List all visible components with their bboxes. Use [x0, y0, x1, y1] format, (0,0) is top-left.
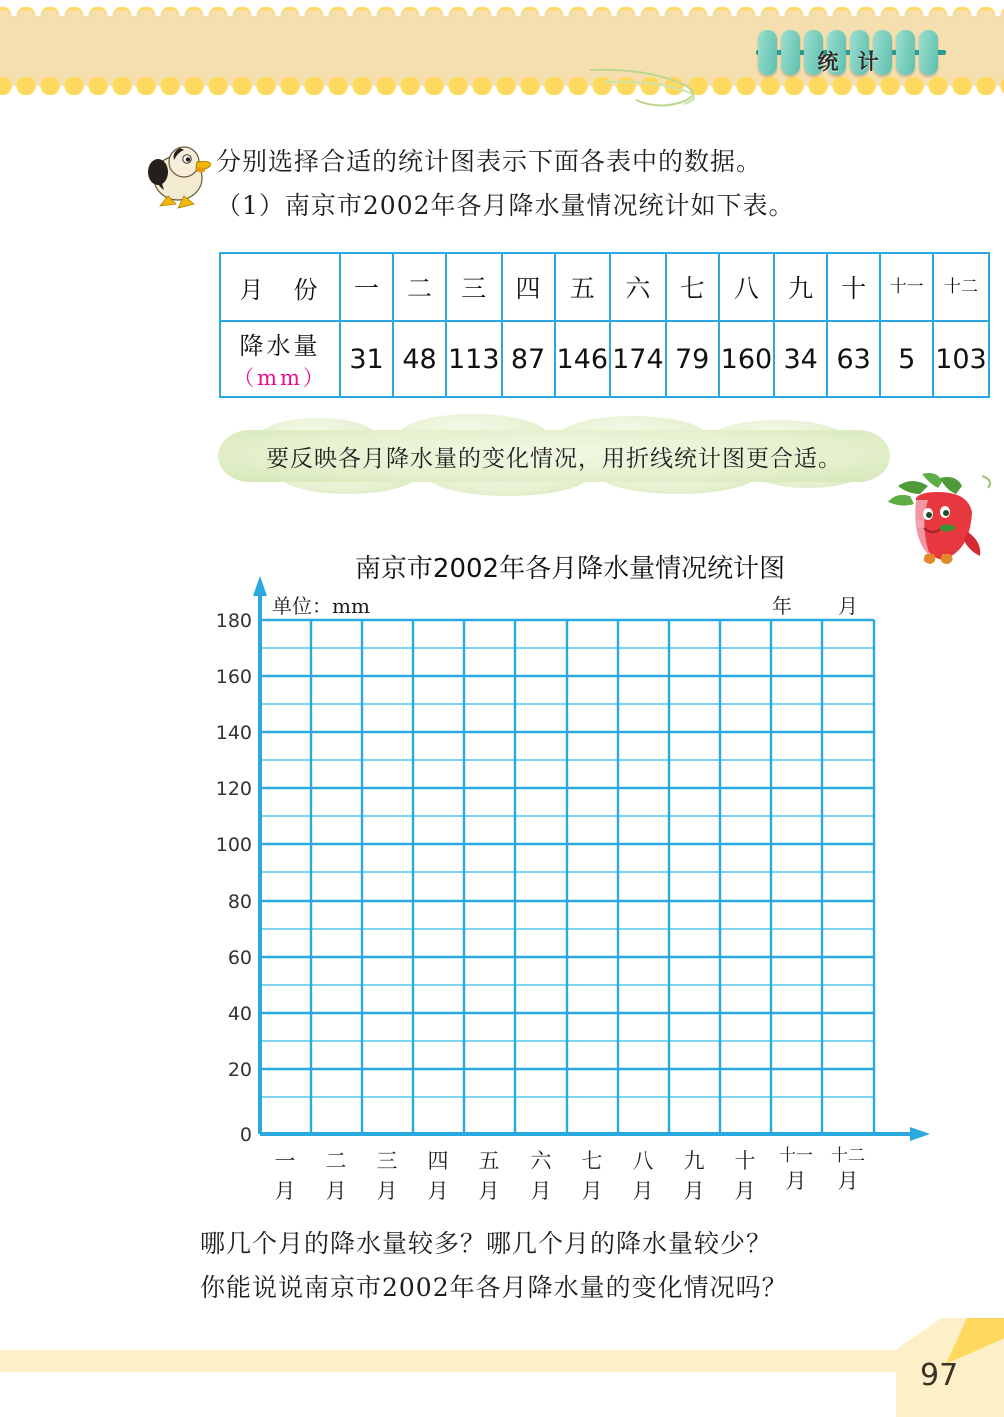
- table-cell-month: 十二: [933, 253, 989, 321]
- table-header-rainfall: [220, 321, 340, 397]
- x-tick-label: [412, 1146, 464, 1206]
- x-tick-suffix: 月: [785, 1169, 807, 1193]
- table-cell-month: 一: [340, 253, 393, 321]
- table-cell-month: 十一: [880, 253, 933, 321]
- chart-year-label: 年: [772, 594, 792, 618]
- chart-unit-label: 单位：mm: [272, 594, 370, 618]
- bubble-text: 要反映各月降水量的变化情况，用折线统计图更合适。: [266, 445, 842, 472]
- x-tick-label: [668, 1146, 720, 1206]
- x-tick-suffix: 月: [632, 1179, 654, 1203]
- table-header-rainfall-label: 降水量: [239, 332, 321, 360]
- intro-line-2: （1）南京市2002年各月降水量情况统计如下表。: [216, 191, 795, 220]
- x-tick-suffix: 月: [427, 1179, 449, 1203]
- table-header-month: [220, 253, 340, 321]
- followup-questions: [200, 1222, 960, 1310]
- x-tick-label: [719, 1146, 771, 1206]
- x-tick-suffix: 月: [837, 1169, 859, 1193]
- x-tick-label: [566, 1146, 618, 1206]
- y-tick-label: 180: [215, 610, 252, 632]
- table-row-months: [220, 253, 989, 321]
- table-cell-month: 十: [827, 253, 880, 321]
- table-cell-value: 79: [666, 321, 719, 397]
- x-tick-month: 二: [325, 1149, 347, 1173]
- table-cell-value: 87: [502, 321, 555, 397]
- table-cell-month: 六: [610, 253, 666, 321]
- x-tick-suffix: 月: [734, 1179, 756, 1203]
- table-cell-month: 九: [774, 253, 827, 321]
- radish-mascot-icon: [876, 470, 996, 566]
- band-wave-bottom: [0, 76, 1004, 92]
- table-cell-month: 七: [666, 253, 719, 321]
- x-axis-arrow-icon: [910, 1127, 930, 1141]
- table-cell-month: 三: [446, 253, 502, 321]
- x-tick-suffix: 月: [376, 1179, 398, 1203]
- chapter-title: 统 计: [817, 50, 885, 74]
- x-tick-suffix: 月: [581, 1179, 603, 1203]
- table-cell-month: 八: [719, 253, 775, 321]
- x-tick-month: 五: [478, 1149, 500, 1173]
- intro-line-1: 分别选择合适的统计图表示下面各表中的数据。: [216, 147, 763, 176]
- table-cell-value: 48: [393, 321, 446, 397]
- band-wave-top: [0, 10, 1004, 26]
- grid-minor-horizontal: [260, 648, 874, 1097]
- x-tick-month: 十: [734, 1149, 756, 1173]
- x-tick-suffix: 月: [478, 1179, 500, 1203]
- table-row-values: [220, 321, 989, 397]
- x-tick-month: 三: [376, 1149, 398, 1173]
- table-cell-value: 160: [719, 321, 775, 397]
- table-cell-month: 五: [555, 253, 611, 321]
- x-tick-month: 六: [530, 1149, 552, 1173]
- x-tick-suffix: 月: [530, 1179, 552, 1203]
- y-tick-label: 160: [215, 666, 252, 688]
- x-tick-month: 七: [581, 1149, 603, 1173]
- table-cell-month: 四: [502, 253, 555, 321]
- chart-title: 南京市2002年各月降水量情况统计图: [354, 554, 786, 584]
- x-tick-month: 八: [632, 1149, 654, 1173]
- table-header-rainfall-unit: （mm）: [233, 366, 327, 390]
- x-tick-month: 九: [683, 1149, 705, 1173]
- chart-month-label: 月: [838, 594, 858, 618]
- y-tick-label: 80: [227, 891, 252, 913]
- duck-mascot-icon: [142, 138, 216, 212]
- y-tick-label: 0: [239, 1124, 252, 1146]
- x-tick-label: [515, 1146, 567, 1206]
- page-number: 97: [920, 1358, 959, 1393]
- hint-speech-bubble: [218, 424, 890, 488]
- table-cell-value: 174: [610, 321, 666, 397]
- chapter-badge: [756, 26, 946, 78]
- rainfall-data-table: [219, 252, 990, 398]
- table-cell-month: 二: [393, 253, 446, 321]
- intro-text: [216, 140, 956, 228]
- x-tick-month: 十一: [779, 1146, 813, 1166]
- table-cell-value: 31: [340, 321, 393, 397]
- y-tick-label: 60: [227, 947, 252, 969]
- x-tick-label: [259, 1146, 311, 1206]
- y-tick-label: 40: [227, 1003, 252, 1025]
- x-tick-suffix: 月: [325, 1179, 347, 1203]
- x-tick-suffix: 月: [274, 1179, 296, 1203]
- x-tick-month: 十二: [831, 1146, 865, 1166]
- table-cell-value: 103: [933, 321, 989, 397]
- x-tick-month: 四: [427, 1149, 449, 1173]
- x-tick-month: 一: [274, 1149, 296, 1173]
- grid-vertical: [311, 620, 874, 1134]
- x-tick-label: [463, 1146, 515, 1206]
- bubble-tail-icon: [586, 66, 716, 112]
- y-tick-label: 140: [215, 722, 252, 744]
- y-tick-label: 120: [215, 778, 252, 800]
- x-tick-label: [770, 1146, 822, 1195]
- table-cell-value: 5: [880, 321, 933, 397]
- y-tick-label: 20: [227, 1059, 252, 1081]
- question-line-1: 哪几个月的降水量较多？哪几个月的降水量较少？: [200, 1229, 773, 1258]
- table-cell-value: 63: [827, 321, 880, 397]
- bottom-decorative-band: [0, 1350, 1004, 1372]
- x-tick-label: [361, 1146, 413, 1206]
- table-cell-value: 34: [774, 321, 827, 397]
- grid-major-horizontal: [260, 620, 874, 1069]
- x-tick-label: [617, 1146, 669, 1206]
- table-cell-value: 113: [446, 321, 502, 397]
- x-tick-label: [822, 1146, 874, 1195]
- table-header-month-label: 月 份: [239, 275, 321, 304]
- table-cell-value: 146: [555, 321, 611, 397]
- question-line-2: 你能说说南京市2002年各月降水量的变化情况吗？: [200, 1273, 788, 1302]
- x-tick-suffix: 月: [683, 1179, 705, 1203]
- y-tick-label: 100: [215, 834, 252, 856]
- x-tick-label: [310, 1146, 362, 1206]
